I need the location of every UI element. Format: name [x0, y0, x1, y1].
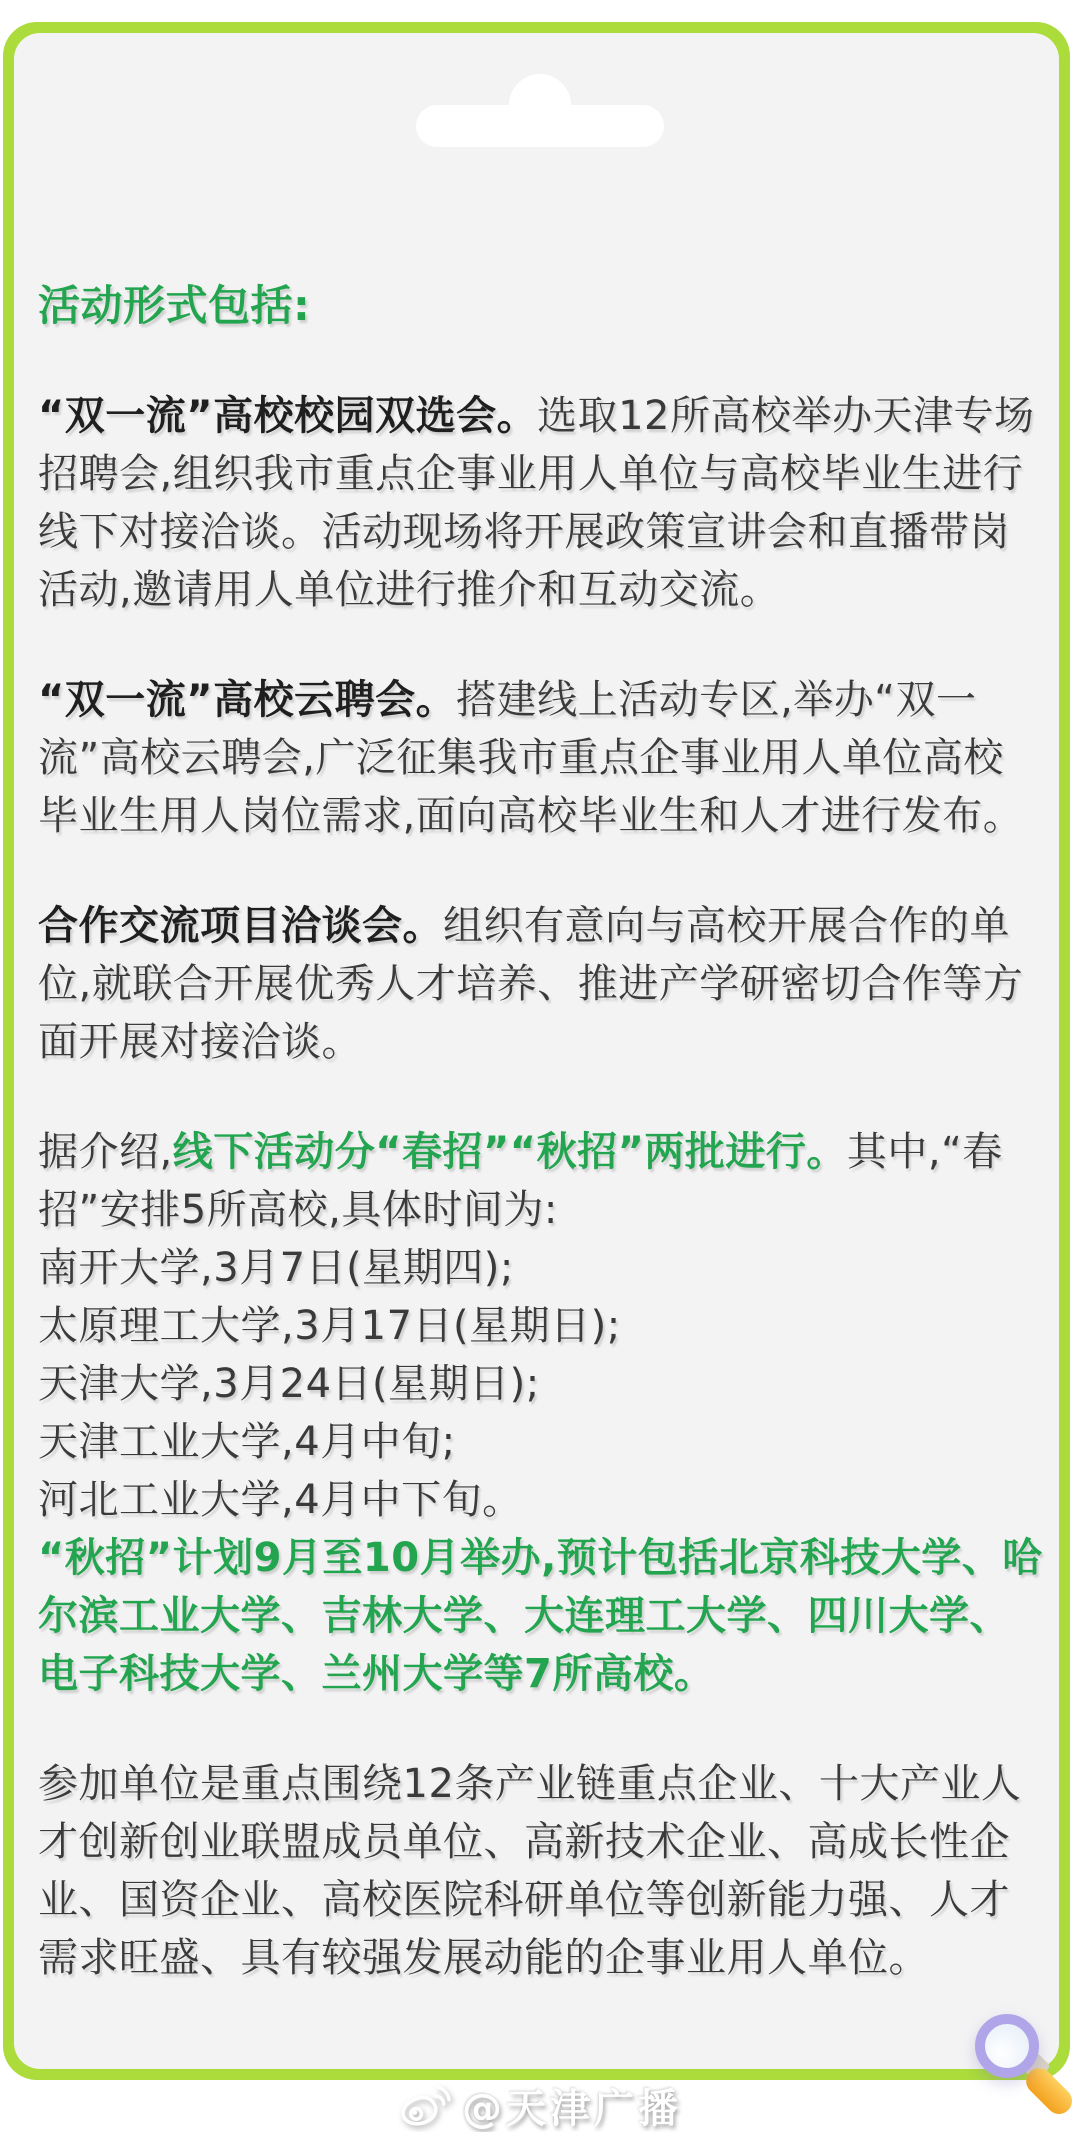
intro-suffix: 其中,“春招”安排5所高校,具体时间为: — [38, 1129, 1003, 1233]
watermark-footer — [0, 2078, 1080, 2132]
schedule-item: 天津工业大学,4月中旬; — [38, 1419, 456, 1465]
intro-prefix: 据介绍, — [38, 1129, 173, 1175]
autumn-highlight: “秋招”计划9月至10月举办,预计包括北京科技大学、哈尔滨工业大学、吉林大学、大连理工大学、四川大学、电子科技大学、兰州大学等7所高校。 — [38, 1535, 1043, 1697]
paragraph-text: 组织有意向与高校开展合作的单位,就联合开展优秀人才培养、推进产学研密切合作等方面开展对接洽谈。 — [38, 903, 1024, 1065]
paragraph-lead: “双一流”高校校园双选会。 — [38, 393, 538, 439]
paragraph-lead: 合作交流项目洽谈会。 — [38, 903, 443, 949]
paragraph-campus-fair — [38, 387, 1043, 619]
paragraph-text: 选取12所高校举办天津专场招聘会,组织我市重点企事业用人单位与高校毕业生进行线下对接洽谈。活动现场将开展政策宣讲会和直播带岗活动,邀请用人单位进行推介和互动交流。 — [38, 393, 1035, 613]
watermark-text: @天津广播 — [462, 2085, 682, 2132]
section-heading: 活动形式包括: — [38, 281, 311, 330]
paragraph-text: 搭建线上活动专区,举办“双一流”高校云聘会,广泛征集我市重点企事业用人单位高校毕业生用人岗位需求,面向高校毕业生和人才进行发布。 — [38, 677, 1024, 839]
paragraph-participants: 参加单位是重点围绕12条产业链重点企业、十大产业人才创新创业联盟成员单位、高新技术企业、高成长性企业、国资企业、高校医院科研单位等创新能力强、人才需求旺盛、具有较强发展动能的企事业用人单位。 — [38, 1761, 1022, 1981]
schedule-item: 南开大学,3月7日(星期四); — [38, 1245, 514, 1291]
intro-highlight: 线下活动分“春招”“秋招”两批进行。 — [172, 1129, 847, 1175]
paragraph-lead: “双一流”高校云聘会。 — [38, 677, 457, 723]
paragraph-schedule — [38, 1123, 1043, 1703]
paragraph-cloud-fair — [38, 671, 1043, 845]
clip-cutout-pill — [416, 105, 664, 147]
paragraph-cooperation — [38, 897, 1043, 1071]
weibo-icon — [398, 2081, 452, 2129]
article-body — [38, 277, 1043, 1987]
schedule-item: 河北工业大学,4月中下旬。 — [38, 1477, 523, 1523]
content-card — [14, 33, 1059, 2069]
schedule-intro — [38, 1123, 1043, 1239]
schedule-item: 太原理工大学,3月17日(星期日); — [38, 1303, 621, 1349]
schedule-item: 天津大学,3月24日(星期日); — [38, 1361, 540, 1407]
card-frame — [3, 22, 1070, 2080]
